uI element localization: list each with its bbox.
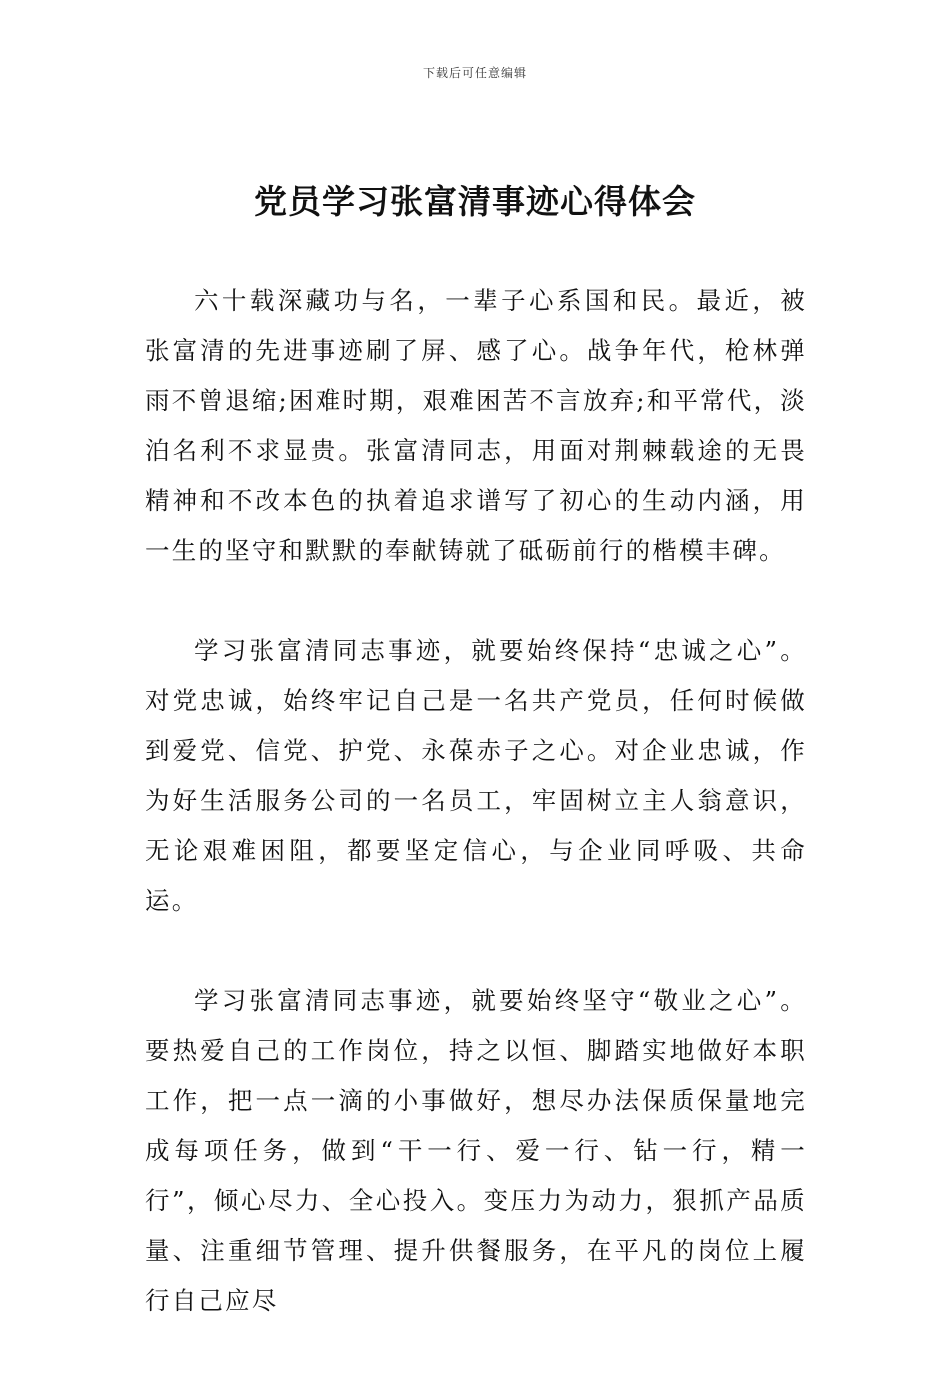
paragraph-2: 学习张富清同志事迹，就要始终保持“忠诚之心”。对党忠诚，始终牢记自己是一名共产党员，任何时候做到爱党、信党、护党、永葆赤子之心。对企业忠诚，作为好生活服务公司的一名员工，牢固树立主人翁意识，无论艰难困阻，都要坚定信心，与企业同呼吸、共命运。 xyxy=(145,636,807,915)
paragraph-3: 学习张富清同志事迹，就要始终坚守“敬业之心”。要热爱自己的工作岗位，持之以恒、脚踏实地做好本职工作，把一点一滴的小事做好，想尽办法保质保量地完成每项任务，做到“干一行、爱一行、钻一行，精一行”，倾心尽力、全心投入。变压力为动力，狠抓产品质量、注重细节管理、提升供餐服务，在平凡的岗位上履行自己应尽 xyxy=(145,986,807,1315)
paragraph-1: 六十载深藏功与名，一辈子心系国和民。最近，被张富清的先进事迹刷了屏、感了心。战争年代，枪林弹雨不曾退缩;困难时期，艰难困苦不言放弃;和平常代，淡泊名利不求显贵。张富清同志，用面对荆棘载途的无畏精神和不改本色的执着追求谱写了初心的生动内涵，用一生的坚守和默默的奉献铸就了砥砺前行的楷模丰碑。 xyxy=(145,286,807,565)
document-body xyxy=(145,276,807,1376)
document-title: 党员学习张富清事迹心得体会 xyxy=(254,182,696,221)
page-header-note: 下载后可任意编辑 xyxy=(422,66,527,80)
